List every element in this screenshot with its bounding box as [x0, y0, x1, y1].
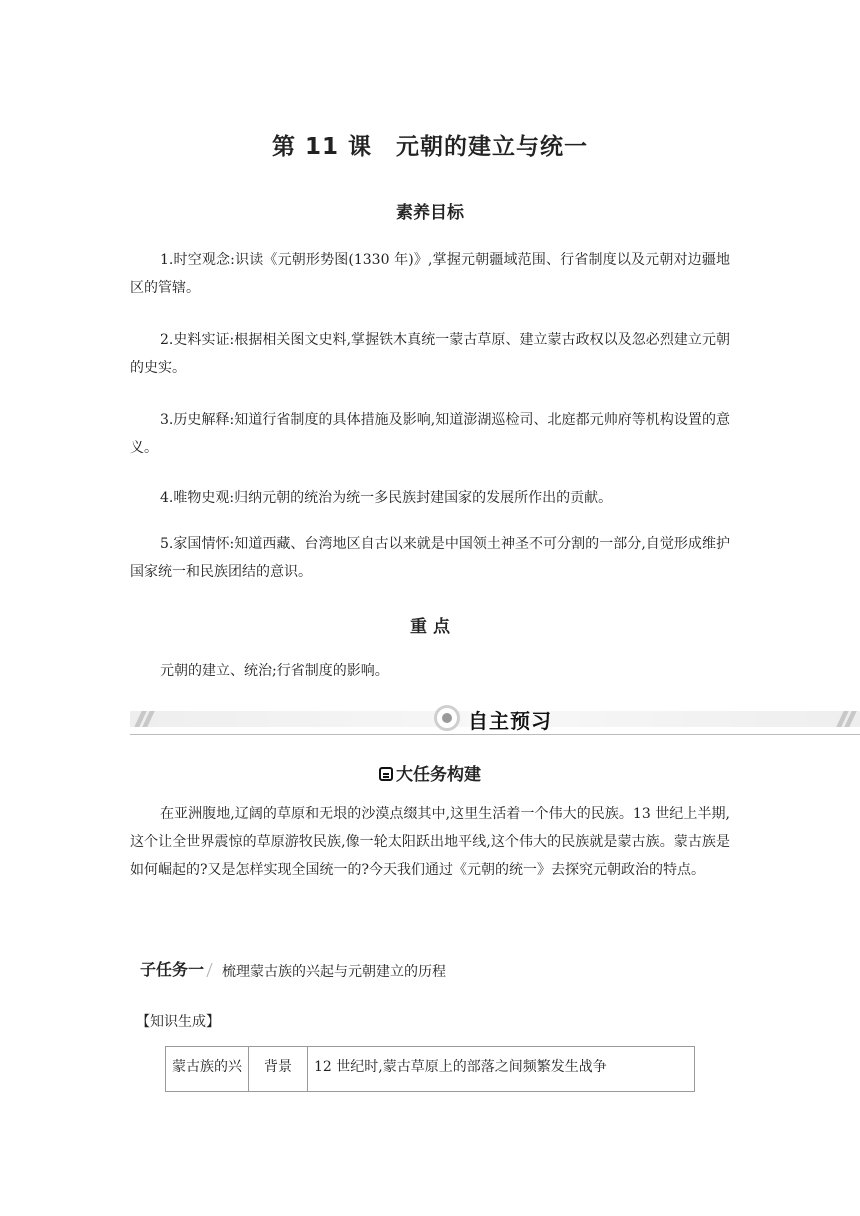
- table-cell-topic: 蒙古族的兴: [166, 1047, 249, 1092]
- key-heading: 重 点: [410, 617, 450, 637]
- table-cell-label: 背景: [249, 1047, 308, 1092]
- key-text: 元朝的建立、统治;行省制度的影响。: [160, 663, 389, 679]
- self-study-banner: [130, 702, 860, 736]
- table-cell-content: 12 世纪时,蒙古草原上的部落之间频繁发生战争: [308, 1047, 695, 1092]
- lesson-title: 第 11 课 元朝的建立与统一: [271, 134, 589, 160]
- goal-3: 3.历史解释:知道行省制度的具体措施及影响,知道澎湖巡检司、北庭都元帅府等机构设置的意义。: [130, 412, 730, 456]
- knowledge-label: 【知识生成】: [136, 1014, 220, 1030]
- banner-title: 自主预习: [468, 709, 552, 733]
- knowledge-table: [165, 1046, 695, 1092]
- banner-logo-icon: [434, 705, 460, 731]
- book-icon: [379, 767, 393, 781]
- goals-heading: 素养目标: [396, 203, 464, 223]
- goal-2: 2.史料实证:根据相关图文史料,掌握铁木真统一蒙古草原、建立蒙古政权以及忽必烈建立元朝的史实。: [130, 332, 730, 376]
- goal-4: 4.唯物史观:归纳元朝的统治为统一多民族封建国家的发展所作出的贡献。: [160, 490, 613, 506]
- subtask-divider: [206, 963, 220, 977]
- goal-5: 5.家国情怀:知道西藏、台湾地区自古以来就是中国领土神圣不可分割的一部分,自觉形成维护国家统一和民族团结的意识。: [130, 536, 730, 580]
- table-row: [166, 1047, 695, 1092]
- subtask-tag: 子任务一: [140, 960, 205, 979]
- task-heading: [0, 760, 860, 785]
- intro-paragraph: 在亚洲腹地,辽阔的草原和无垠的沙漠点缀其中,这里生活着一个伟大的民族。13 世纪上半期,这个让全世界震惊的草原游牧民族,像一轮太阳跃出地平线,这个伟大的民族就是蒙古族。蒙古族是如何崛起的?又是怎样实现全国统一的?今天我们通过《元朝的统一》去探究元朝政治的特点。: [130, 806, 730, 878]
- goal-1: 1.时空观念:识读《元朝形势图(1330 年)》,掌握元朝疆域范围、行省制度以及元朝对边疆地区的管辖。: [130, 252, 730, 296]
- task-heading-text: 大任务构建: [396, 765, 481, 785]
- subtask-text: 梳理蒙古族的兴起与元朝建立的历程: [222, 964, 446, 980]
